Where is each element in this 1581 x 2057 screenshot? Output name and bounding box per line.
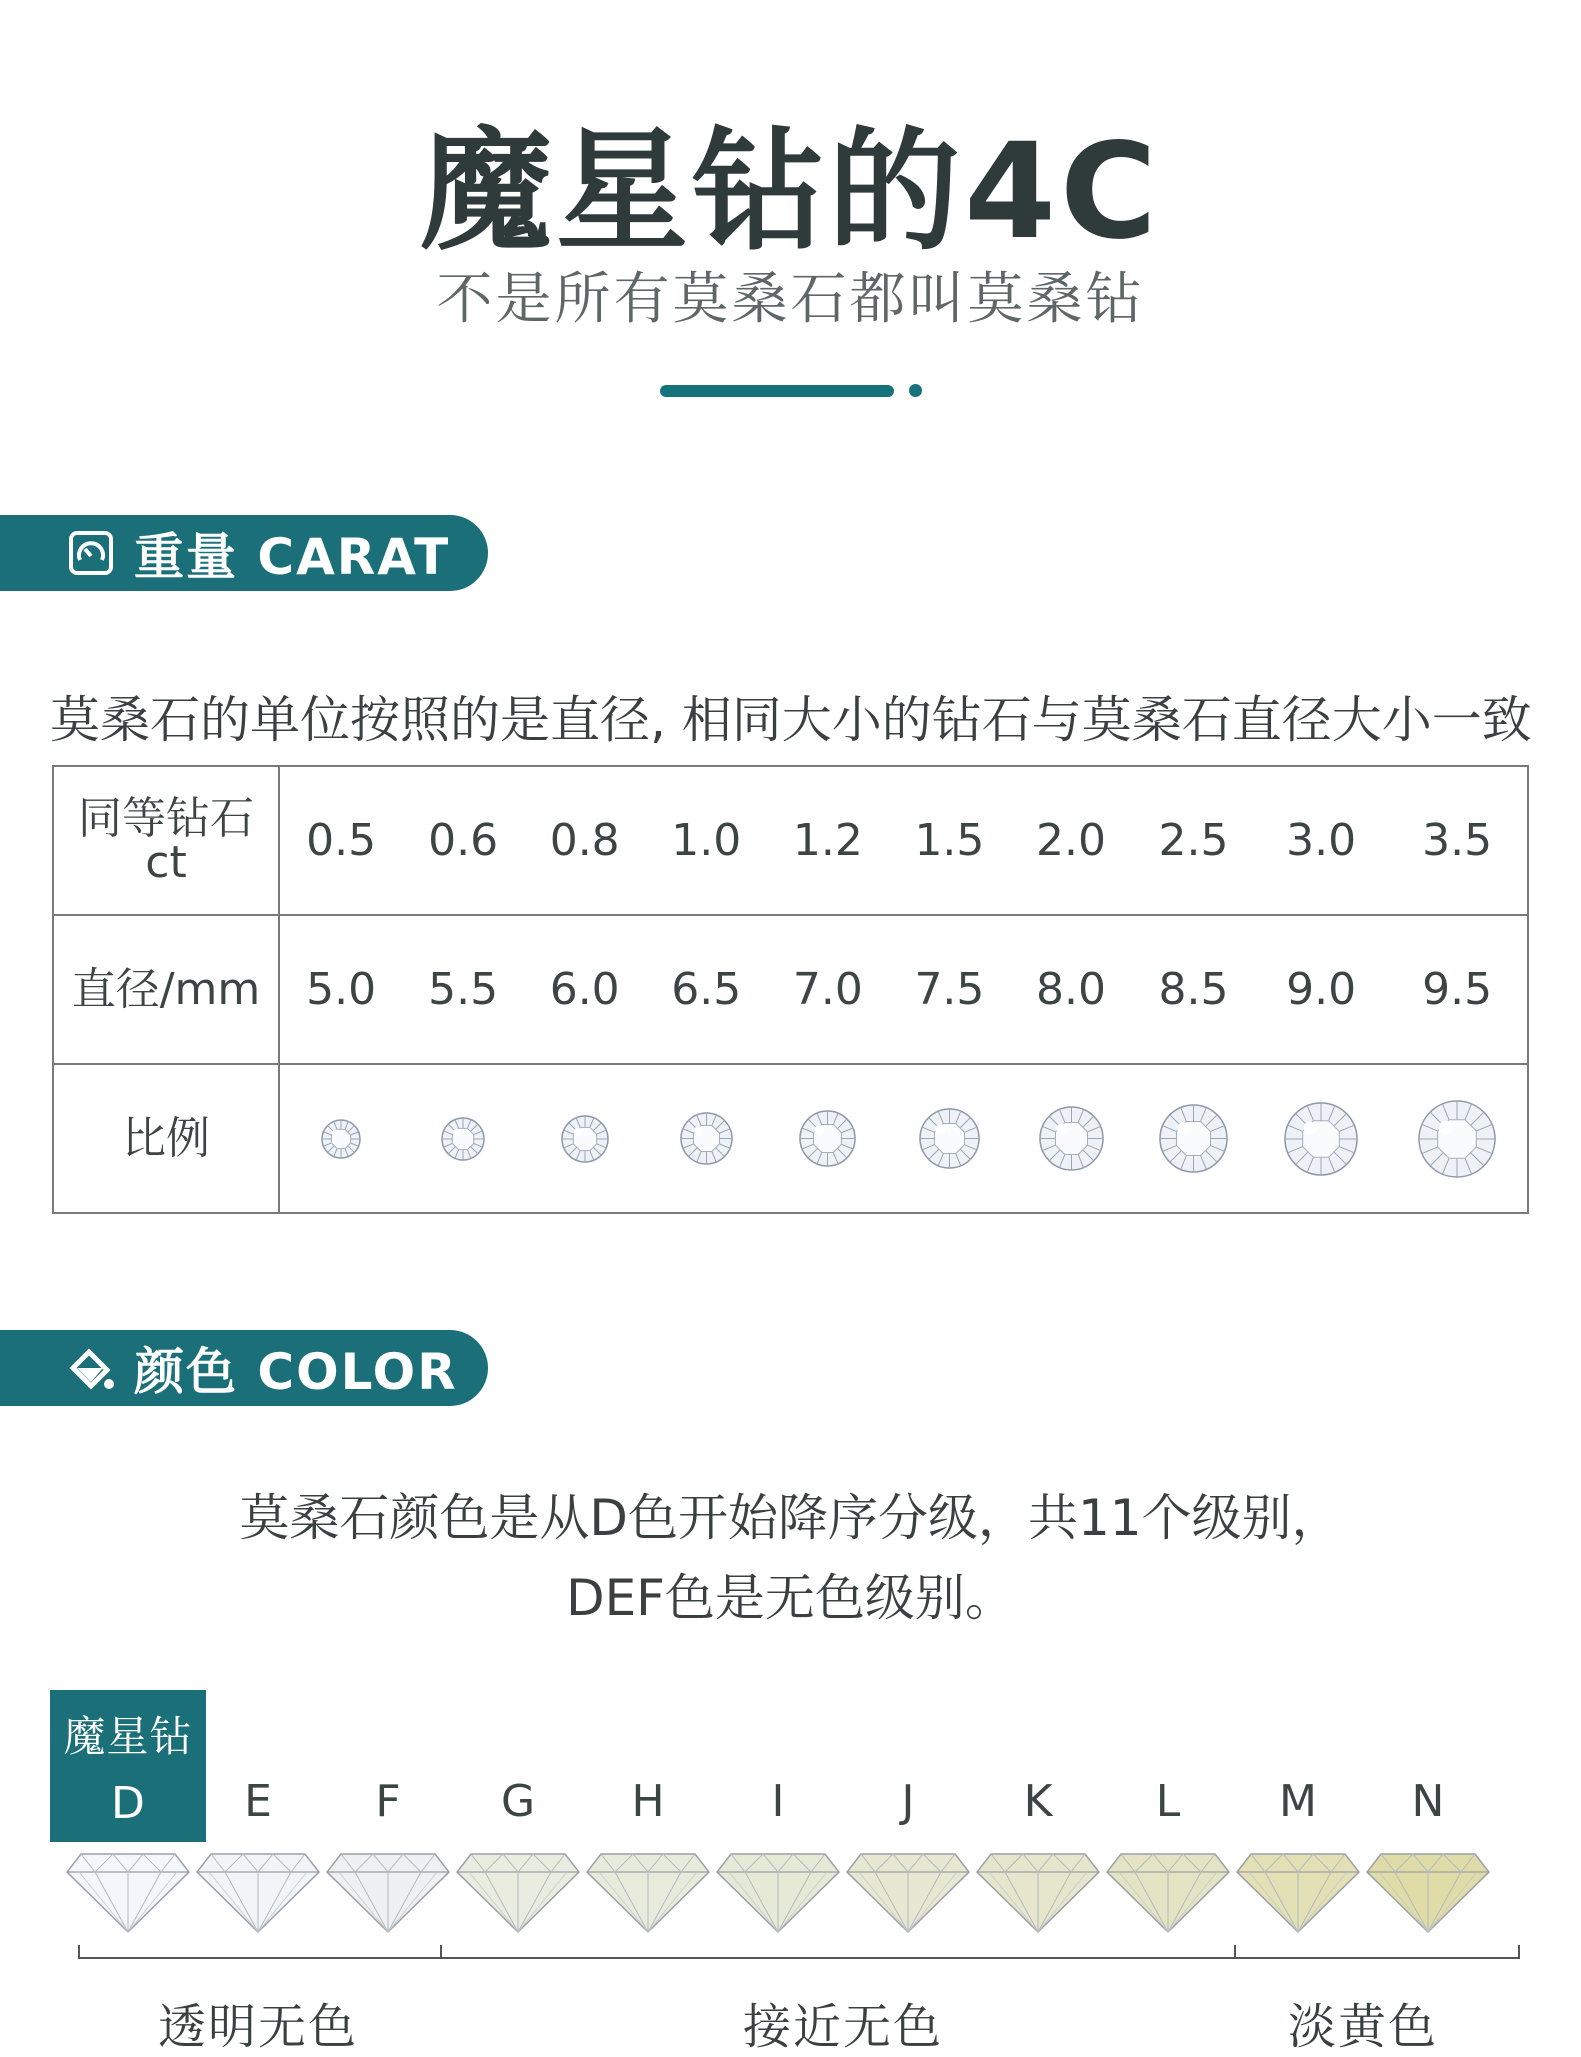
range-tick xyxy=(78,1945,80,1959)
ratio-cell xyxy=(279,1064,402,1213)
ratio-cell xyxy=(1132,1064,1255,1213)
range-label: 淡黄色 xyxy=(1287,1999,1438,2055)
table-row-ratio xyxy=(53,1064,1528,1213)
diamond-side-icon xyxy=(975,1850,1101,1934)
range-tick xyxy=(1234,1945,1236,1959)
section-tab-color xyxy=(0,1330,488,1406)
grade-letter: F xyxy=(375,1776,401,1827)
diameter-cell: 9.0 xyxy=(1255,915,1387,1064)
diameter-cell: 7.5 xyxy=(889,915,1011,1064)
ratio-cell xyxy=(524,1064,646,1213)
ct-cell: 1.0 xyxy=(645,766,767,915)
section-tab-carat xyxy=(0,515,488,591)
ct-cell: 1.5 xyxy=(889,766,1011,915)
diamond-icon xyxy=(402,1116,524,1162)
diamond-icon xyxy=(645,1111,767,1166)
ct-cell: 1.2 xyxy=(767,766,889,915)
diamond-side-icon xyxy=(195,1850,321,1934)
diamond-side-icon xyxy=(1105,1850,1231,1934)
grade-letter: H xyxy=(631,1776,665,1827)
diamond-icon xyxy=(1387,1099,1527,1179)
grade-letter: D xyxy=(111,1778,145,1829)
ct-cell: 0.6 xyxy=(402,766,524,915)
diameter-cell: 6.5 xyxy=(645,915,767,1064)
table-row-diameter xyxy=(53,915,1528,1064)
ct-cell: 0.8 xyxy=(524,766,646,915)
row-header-ct xyxy=(53,766,279,915)
color-description xyxy=(0,1478,1581,1638)
ratio-cell xyxy=(767,1064,889,1213)
diamond-side-icon xyxy=(1365,1850,1491,1934)
ratio-cell xyxy=(889,1064,1011,1213)
diamond-icon xyxy=(767,1109,889,1168)
page-subtitle: 不是所有莫桑石都叫莫桑钻 xyxy=(436,267,1145,332)
ratio-cell xyxy=(402,1064,524,1213)
grade-letter: J xyxy=(901,1776,915,1827)
ratio-cell xyxy=(645,1064,767,1213)
diamond-icon xyxy=(1132,1103,1255,1174)
range-tick xyxy=(1518,1945,1520,1959)
diameter-cell: 5.5 xyxy=(402,915,524,1064)
diamond-side-icon xyxy=(585,1850,711,1934)
section-tab-label: 重量 CARAT xyxy=(134,528,451,586)
diameter-cell: 9.5 xyxy=(1387,915,1528,1064)
row-header-diameter: 直径/mm xyxy=(53,915,279,1064)
section-tab-label: 颜色 COLOR xyxy=(134,1343,458,1401)
ct-cell: 2.0 xyxy=(1010,766,1132,915)
grade-letter: M xyxy=(1279,1776,1317,1827)
diameter-cell: 6.0 xyxy=(524,915,646,1064)
ratio-cell xyxy=(1255,1064,1387,1213)
diamond-side-icon xyxy=(455,1850,581,1934)
range-tick xyxy=(440,1945,442,1959)
diamond-side-icon xyxy=(715,1850,841,1934)
table-row-ct xyxy=(53,766,1528,915)
diameter-cell: 8.5 xyxy=(1132,915,1255,1064)
color-description-line1: 莫桑石颜色是从D色开始降序分级，共11个级别， xyxy=(239,1489,1342,1547)
ct-cell: 3.5 xyxy=(1387,766,1528,915)
carat-table xyxy=(52,765,1529,1214)
paint-bucket-icon xyxy=(66,1343,116,1393)
diamond-icon xyxy=(280,1118,402,1160)
grade-letter: G xyxy=(500,1776,536,1827)
title-divider xyxy=(660,385,894,397)
page-title: 魔星钻的4C xyxy=(420,115,1161,269)
diamond-icon xyxy=(889,1107,1011,1170)
ratio-cell xyxy=(1387,1064,1528,1213)
ratio-cell xyxy=(1010,1064,1132,1213)
diamond-side-icon xyxy=(65,1850,191,1934)
diamond-icon xyxy=(524,1114,646,1164)
grade-letter: N xyxy=(1411,1776,1445,1827)
diamond-side-icon xyxy=(845,1850,971,1934)
row-header-ct-line1: 同等钻石 xyxy=(78,792,254,844)
diameter-cell: 5.0 xyxy=(279,915,402,1064)
row-header-ct-line2: ct xyxy=(145,836,187,888)
color-description-line2: DEF色是无色级别。 xyxy=(566,1569,1015,1627)
title-divider-dot xyxy=(909,384,922,397)
ct-cell: 0.5 xyxy=(279,766,402,915)
ct-cell: 2.5 xyxy=(1132,766,1255,915)
diameter-cell: 7.0 xyxy=(767,915,889,1064)
ct-cell: 3.0 xyxy=(1255,766,1387,915)
diamond-side-icon xyxy=(325,1850,451,1934)
diamond-icon xyxy=(1255,1101,1387,1177)
range-label: 透明无色 xyxy=(157,1999,358,2055)
gauge-icon xyxy=(66,528,116,578)
grade-letter: K xyxy=(1023,1776,1053,1827)
range-label: 接近无色 xyxy=(742,1999,943,2055)
diamond-side-icon xyxy=(1235,1850,1361,1934)
brand-name: 魔星钻 xyxy=(63,1712,193,1761)
range-bracket xyxy=(78,1945,1518,1959)
row-header-ratio: 比例 xyxy=(53,1064,279,1213)
diamond-icon xyxy=(1010,1105,1132,1172)
diameter-cell: 8.0 xyxy=(1010,915,1132,1064)
grade-letter: L xyxy=(1155,1776,1181,1827)
carat-description: 莫桑石的单位按照的是直径, 相同大小的钻石与莫桑石直径大小一致 xyxy=(50,691,1532,749)
grade-letter: I xyxy=(771,1776,785,1827)
grade-letter: E xyxy=(244,1776,272,1827)
